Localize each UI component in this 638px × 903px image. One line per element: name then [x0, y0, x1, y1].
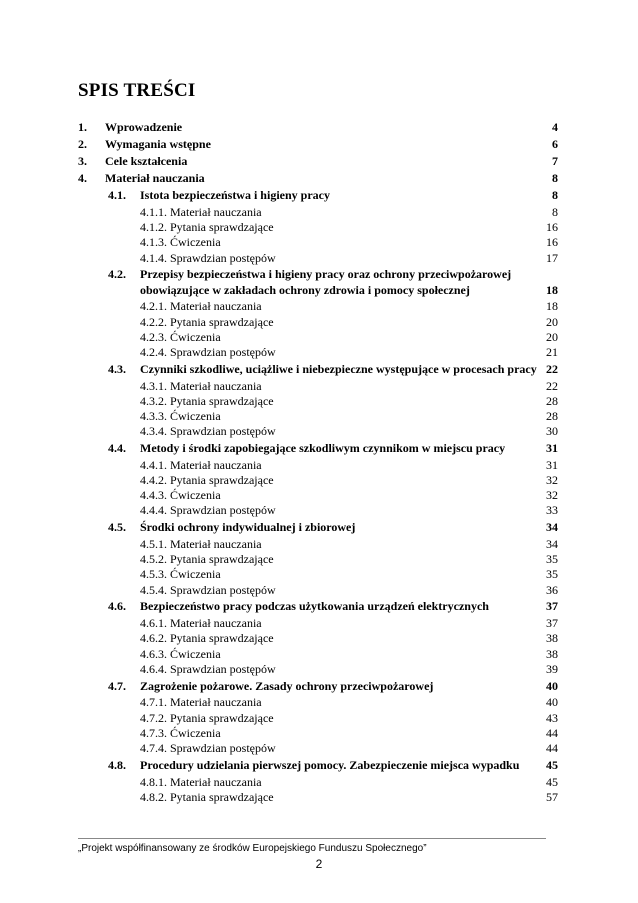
footer-divider	[78, 838, 546, 839]
toc-entry-title: 4.5.2. Pytania sprawdzające	[140, 552, 274, 567]
toc-entry-number: 4.1.	[108, 188, 126, 203]
toc-entry-title: 4.4.4. Sprawdzian postępów	[140, 503, 276, 518]
toc-entry-page: 39	[546, 661, 558, 676]
toc-entry-page: 33	[546, 503, 558, 518]
toc-entry-page: 7	[552, 154, 558, 169]
page-title: SPIS TREŚCI	[78, 80, 196, 101]
toc-entry	[78, 137, 558, 152]
toc-entry-page: 34	[546, 520, 558, 535]
toc-entry	[78, 171, 558, 186]
footer-text: „Projekt współfinansowany ze środków Europejskiego Funduszu Społecznego”	[78, 843, 427, 854]
toc-entry-title: 4.7.3. Ćwiczenia	[140, 725, 221, 740]
toc-entry-title: 4.8.2. Pytania sprawdzające	[140, 789, 274, 804]
toc-entry-page: 30	[546, 424, 558, 439]
toc-entry-page: 35	[546, 552, 558, 567]
toc-entry-title: 4.6.3. Ćwiczenia	[140, 646, 221, 661]
toc-entry	[78, 552, 558, 567]
toc-entry-page: 8	[552, 171, 558, 186]
toc-entry-page: 40	[546, 695, 558, 710]
toc-entry-title: Materiał nauczania	[105, 171, 205, 186]
toc-entry-page: 31	[546, 441, 558, 456]
toc-entry-page: 8	[552, 188, 558, 203]
toc-entry-title: Przepisy bezpieczeństwa i higieny pracy oraz ochrony przeciwpożarowej obowiązujące w zakładach ochrony zdrowia i pomocy społecznej	[140, 267, 512, 297]
toc-entry-page: 17	[546, 250, 558, 265]
toc-entry	[78, 458, 558, 473]
toc-entry-page: 45	[546, 774, 558, 789]
toc-entry	[78, 647, 558, 662]
toc-entry	[78, 299, 558, 314]
toc-entry-page: 28	[546, 409, 558, 424]
toc-entry-number: 4.7.	[108, 678, 126, 693]
toc-entry-title: 4.6.2. Pytania sprawdzające	[140, 631, 274, 646]
toc-entry-page: 57	[546, 789, 558, 804]
toc-entry-title: 4.6.4. Sprawdzian postępów	[140, 661, 276, 676]
toc-entry-title: 4.2.1. Materiał nauczania	[140, 299, 262, 314]
toc-entry-title: 4.3.4. Sprawdzian postępów	[140, 424, 276, 439]
toc-entry-page: 22	[546, 361, 558, 376]
toc-entry	[78, 424, 558, 439]
toc-entry	[78, 441, 558, 456]
toc-entry-title: 4.5.4. Sprawdzian postępów	[140, 582, 276, 597]
toc-entry-page: 18	[546, 282, 558, 297]
toc-entry-title: Zagrożenie pożarowe. Zasady ochrony przeciwpożarowej	[140, 678, 434, 693]
toc-entry-number: 4.5.	[108, 520, 126, 535]
toc-entry-page: 35	[546, 567, 558, 582]
toc-entry	[78, 409, 558, 424]
toc-entry-title: 4.6.1. Materiał nauczania	[140, 616, 262, 631]
toc-entry-page: 31	[546, 457, 558, 472]
toc-entry	[78, 741, 558, 756]
toc-entry-page: 34	[546, 537, 558, 552]
toc-entry-page: 36	[546, 582, 558, 597]
toc-entry	[78, 679, 558, 694]
toc-entry-page: 37	[546, 616, 558, 631]
toc-entry-number: 4.2.	[108, 267, 126, 282]
toc-entry-title: 4.7.4. Sprawdzian postępów	[140, 741, 276, 756]
page-number: 2	[315, 857, 323, 871]
toc-entry-title: Metody i środki zapobiegające szkodliwym czynnikom w miejscu pracy	[140, 441, 506, 456]
toc-entry-number: 4.6.	[108, 599, 126, 614]
toc-entry-title: 4.3.1. Materiał nauczania	[140, 378, 262, 393]
toc-entry-page: 20	[546, 314, 558, 329]
toc-entry	[78, 220, 558, 235]
toc-entry-page: 18	[546, 299, 558, 314]
toc-entry-page: 20	[546, 329, 558, 344]
toc-entry	[78, 488, 558, 503]
toc-entry-title: 4.8.1. Materiał nauczania	[140, 774, 262, 789]
toc-entry-title: 4.7.1. Materiał nauczania	[140, 695, 262, 710]
toc-entry-title: 4.4.2. Pytania sprawdzające	[140, 473, 274, 488]
toc-entry-page: 32	[546, 488, 558, 503]
toc-entry-page: 32	[546, 473, 558, 488]
toc-entry	[78, 235, 558, 250]
toc-entry-page: 44	[546, 741, 558, 756]
toc-entry-title: 4.1.4. Sprawdzian postępów	[140, 250, 276, 265]
toc-entry-title: 4.2.3. Ćwiczenia	[140, 329, 221, 344]
toc-entry-title: 4.4.1. Materiał nauczania	[140, 457, 262, 472]
toc-entry-number: 4.	[78, 171, 87, 186]
toc-entry-title: 4.2.4. Sprawdzian postępów	[140, 345, 276, 360]
toc-entry-title: Wymagania wstępne	[105, 136, 211, 151]
toc-entry	[78, 345, 558, 360]
toc-entry-number: 4.3.	[108, 361, 126, 376]
toc-entry-title: 4.7.2. Pytania sprawdzające	[140, 710, 274, 725]
toc-entry-title: 4.4.3. Ćwiczenia	[140, 488, 221, 503]
toc-entry	[78, 631, 558, 646]
toc-entry-page: 45	[546, 757, 558, 772]
toc-entry-title: 4.1.3. Ćwiczenia	[140, 235, 221, 250]
toc-entry-title: 4.5.1. Materiał nauczania	[140, 537, 262, 552]
toc-entry	[78, 503, 558, 518]
toc-entry	[78, 662, 558, 677]
toc-entry-title: 4.1.2. Pytania sprawdzające	[140, 220, 274, 235]
toc-entry	[78, 790, 558, 805]
toc-entry-page: 6	[552, 136, 558, 151]
toc-entry-title: 4.2.2. Pytania sprawdzające	[140, 314, 274, 329]
toc-entry-title: Wprowadzenie	[105, 119, 183, 134]
toc-entry	[78, 267, 558, 297]
toc-entry-title: 4.5.3. Ćwiczenia	[140, 567, 221, 582]
toc-entry	[78, 583, 558, 598]
toc-entry-number: 3.	[78, 154, 87, 169]
toc-entry-title: Czynniki szkodliwe, uciążliwe i niebezpieczne występujące w procesach pracy	[140, 361, 537, 376]
toc-entry	[78, 379, 558, 394]
toc-entry	[78, 330, 558, 345]
toc-entry-page: 40	[546, 678, 558, 693]
toc-entry-page: 16	[546, 235, 558, 250]
toc-entry	[78, 120, 558, 135]
toc-entry	[78, 251, 558, 266]
toc-entry-page: 22	[546, 378, 558, 393]
table-of-contents	[78, 118, 558, 805]
toc-entry	[78, 188, 558, 203]
toc-entry	[78, 616, 558, 631]
toc-entry-title: 4.3.3. Ćwiczenia	[140, 409, 221, 424]
toc-entry	[78, 362, 558, 377]
toc-entry	[78, 520, 558, 535]
toc-entry-page: 28	[546, 393, 558, 408]
toc-entry-page: 8	[552, 205, 558, 220]
toc-entry	[78, 775, 558, 790]
toc-entry-number: 2.	[78, 136, 87, 151]
toc-entry-title: Środki ochrony indywidualnej i zbiorowej	[140, 520, 356, 535]
toc-entry	[78, 394, 558, 409]
toc-entry-number: 4.8.	[108, 757, 126, 772]
toc-entry-page: 4	[552, 119, 558, 134]
toc-entry	[78, 599, 558, 614]
toc-entry-page: 44	[546, 725, 558, 740]
toc-entry	[78, 567, 558, 582]
toc-entry-title: Cele kształcenia	[105, 154, 188, 169]
toc-entry	[78, 205, 558, 220]
toc-entry	[78, 473, 558, 488]
toc-entry-page: 16	[546, 220, 558, 235]
toc-entry-title: 4.1.1. Materiał nauczania	[140, 205, 262, 220]
toc-entry-page: 37	[546, 599, 558, 614]
toc-entry-page: 43	[546, 710, 558, 725]
toc-entry-number: 4.4.	[108, 441, 126, 456]
toc-entry-title: Procedury udzielania pierwszej pomocy. Zabezpieczenie miejsca wypadku	[140, 757, 520, 772]
toc-entry-page: 21	[546, 345, 558, 360]
toc-entry-title: Istota bezpieczeństwa i higieny pracy	[140, 188, 330, 203]
toc-entry	[78, 726, 558, 741]
toc-entry	[78, 154, 558, 169]
toc-entry	[78, 695, 558, 710]
toc-entry	[78, 758, 558, 773]
toc-entry-page: 38	[546, 646, 558, 661]
toc-entry	[78, 537, 558, 552]
toc-entry-title: 4.3.2. Pytania sprawdzające	[140, 393, 274, 408]
toc-entry-page: 38	[546, 631, 558, 646]
toc-entry-title: Bezpieczeństwo pracy podczas użytkowania urządzeń elektrycznych	[140, 599, 489, 614]
toc-entry	[78, 315, 558, 330]
toc-entry	[78, 711, 558, 726]
toc-entry-number: 1.	[78, 119, 87, 134]
